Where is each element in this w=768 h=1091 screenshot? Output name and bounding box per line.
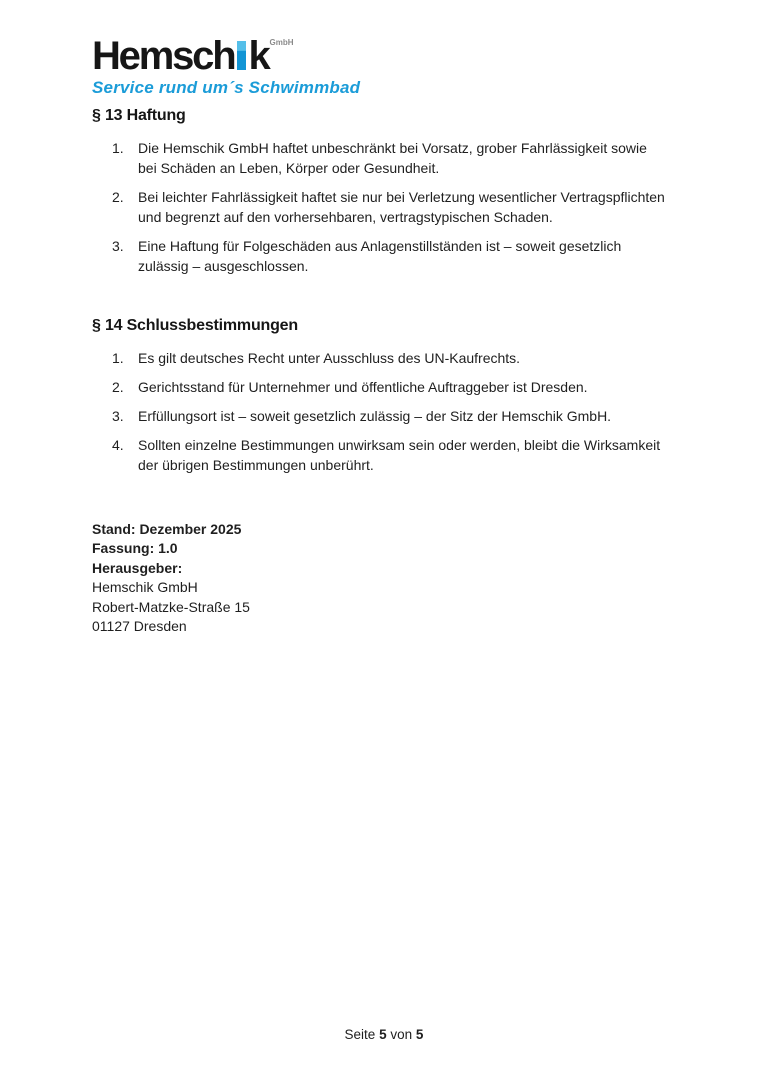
- list-item-text: Es gilt deutsches Recht unter Ausschluss des UN-Kaufrechts.: [138, 349, 521, 366]
- company-logo: [92, 34, 678, 98]
- logo-text: [92, 34, 269, 78]
- logo-gmbh-label: GmbH: [269, 38, 294, 47]
- colophon-stand: Stand: Dezember 2025: [92, 520, 242, 537]
- colophon-street: Robert-Matzke-Straße 15: [92, 598, 250, 615]
- footer-current-page: 5: [379, 1027, 387, 1042]
- list-item: [92, 435, 678, 475]
- list-item: [92, 348, 678, 368]
- list-item-number: 3.: [112, 407, 124, 424]
- list-item-number: 2.: [112, 188, 124, 205]
- colophon-city: 01127 Dresden: [92, 618, 187, 635]
- list-item-text: Erfüllungsort ist – soweit gesetzlich zulässig – der Sitz der Hemschik GmbH.: [138, 407, 612, 424]
- footer-of-label: von: [390, 1027, 413, 1042]
- logo-text-right: k: [248, 34, 269, 78]
- list-item-number: 4.: [112, 436, 124, 453]
- list-item: [92, 138, 678, 178]
- logo-wordmark: [92, 34, 678, 78]
- list-item-number: 1.: [112, 349, 124, 366]
- logo-tagline: Service rund um´s Schwimmbad: [92, 77, 361, 97]
- list-item: [92, 377, 678, 397]
- list-item-text: Sollten einzelne Bestimmungen unwirksam sein oder werden, bleibt die Wirksamkeit der übrigen Bestimmungen unberührt.: [138, 436, 661, 473]
- colophon: [92, 520, 678, 637]
- list-item-number: 3.: [112, 237, 124, 254]
- section-14-list: [92, 348, 678, 475]
- page-number-footer: [0, 1025, 768, 1045]
- logo-letter-i-bar-icon: [237, 41, 246, 70]
- list-item-number: 1.: [112, 139, 124, 156]
- list-item-number: 2.: [112, 378, 124, 395]
- colophon-company: Hemschik GmbH: [92, 579, 198, 596]
- logo-text-left: Hemsch: [92, 34, 235, 78]
- section-13-list: [92, 138, 678, 276]
- list-item: [92, 187, 678, 227]
- section-heading-14: § 14 Schlussbestimmungen: [92, 316, 298, 334]
- footer-prefix: Seite: [344, 1027, 376, 1042]
- colophon-herausgeber-label: Herausgeber:: [92, 559, 183, 576]
- list-item-text: Eine Haftung für Folgeschäden aus Anlagenstillständen ist – soweit gesetzlich zulässig – ausgeschlossen.: [138, 237, 622, 274]
- footer-total-pages: 5: [415, 1027, 424, 1042]
- list-item-text: Bei leichter Fahrlässigkeit haftet sie nur bei Verletzung wesentlicher Vertragspflichten und begrenzt auf den vorhersehbaren, vertragstypischen Schaden.: [138, 188, 665, 225]
- list-item: [92, 236, 678, 276]
- list-item-text: Gerichtsstand für Unternehmer und öffentliche Auftraggeber ist Dresden.: [138, 378, 588, 395]
- colophon-fassung: Fassung: 1.0: [92, 540, 178, 557]
- list-item-text: Die Hemschik GmbH haftet unbeschränkt bei Vorsatz, grober Fahrlässigkeit sowie bei Schäden an Leben, Körper oder Gesundheit.: [138, 139, 647, 176]
- section-heading-13: § 13 Haftung: [92, 106, 186, 124]
- list-item: [92, 406, 678, 426]
